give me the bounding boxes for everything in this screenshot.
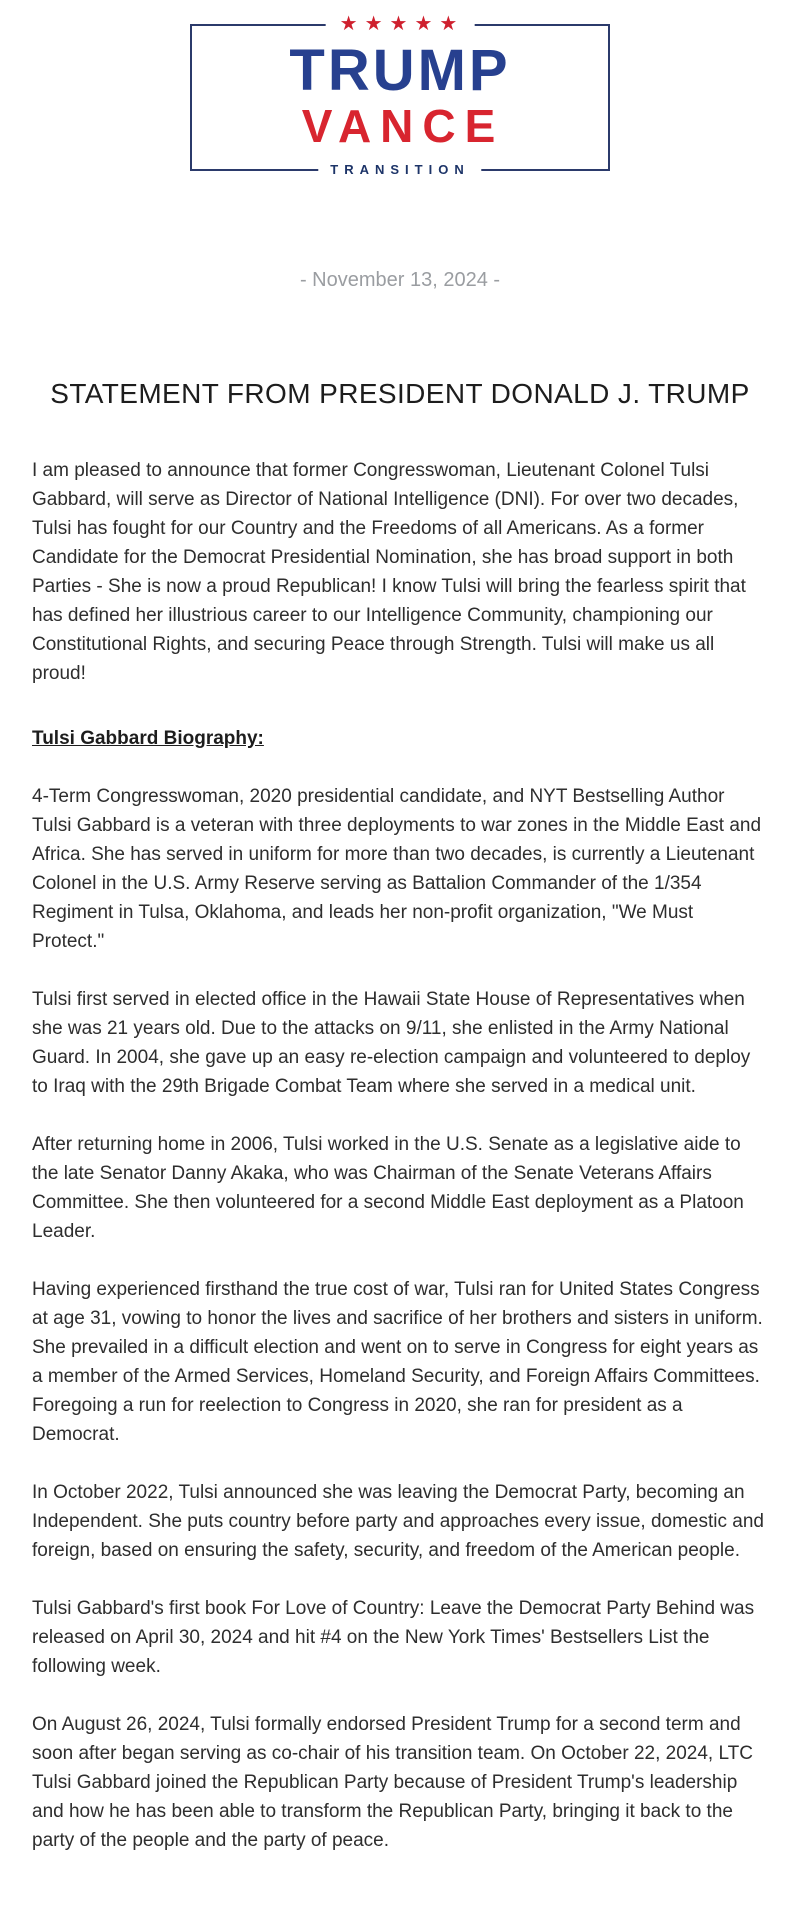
trump-vance-logo: [190, 13, 610, 177]
biography-heading: Tulsi Gabbard Biography:: [32, 728, 264, 749]
bio-paragraph: On August 26, 2024, Tulsi formally endorsed President Trump for a second term and soon after began serving as co-chair of his transition team. On October 22, 2024, LTC Tulsi Gabbard joined the Republican Party because of President Trump's leadership and how he has been able to transform the Republican Party, bringing it back to the party of the people and the party of peace.: [32, 1714, 753, 1851]
logo-vance-text: VANCE: [301, 100, 505, 152]
statement-paragraph: I am pleased to announce that former Congresswoman, Lieutenant Colonel Tulsi Gabbard, will serve as Director of National Intelligence (DNI). For over two decades, Tulsi has fought for our Country and the Freedoms of all Americans. As a former Candidate for the Democrat Presidential Nomination, she has broad support in both Parties - She is now a proud Republican! I know Tulsi will bring the fearless spirit that has defined her illustrious career to our Intelligence Community, championing our Constitutional Rights, and securing Peace through Strength. Tulsi will make us all proud!: [32, 460, 746, 684]
bio-paragraph: 4-Term Congresswoman, 2020 presidential candidate, and NYT Bestselling Author Tulsi Gabbard is a veteran with three deployments to war zones in the Middle East and Africa. She has served in uniform for more than two decades, is currently a Lieutenant Colonel in the U.S. Army Reserve serving as Battalion Commander of the 1/354 Regiment in Tulsa, Oklahoma, and leads her non-profit organization, "We Must Protect.": [32, 786, 762, 952]
bio-paragraph: After returning home in 2006, Tulsi worked in the U.S. Senate as a legislative aide to the late Senator Danny Akaka, who was Chairman of the Senate Veterans Affairs Committee. She then volunteered for a second Middle East deployment as a Platoon Leader.: [32, 1134, 744, 1242]
logo-trump-text: TRUMP: [289, 38, 511, 103]
statement-headline: STATEMENT FROM PRESIDENT DONALD J. TRUMP: [50, 378, 750, 409]
logo-transition-text: TRANSITION: [318, 160, 481, 179]
statement-body: [0, 410, 800, 1914]
bio-paragraph: In October 2022, Tulsi announced she was leaving the Democrat Party, becoming an Independent. She puts country before party and approaches every issue, domestic and foreign, based on ensuring the safety, security, and freedom of the American people.: [32, 1482, 764, 1561]
bio-paragraph: Having experienced firsthand the true cost of war, Tulsi ran for United States Congress at age 31, vowing to honor the lives and sacrifice of her brothers and sisters in uniform. She prevailed in a difficult election and went on to serve in Congress for eight years as a member of the Armed Services, Homeland Security, and Foreign Affairs Committees. Foregoing a run for reelection to Congress in 2020, she ran for president as a Democrat.: [32, 1279, 763, 1445]
date-line: - November 13, 2024 -: [299, 269, 501, 291]
five-stars-icon: ★★★★★: [326, 12, 475, 36]
bio-paragraph: Tulsi Gabbard's first book For Love of Country: Leave the Democrat Party Behind was released on April 30, 2024 and hit #4 on the New York Times' Bestsellers List the following week.: [32, 1598, 755, 1677]
logo-header: [0, 0, 800, 177]
bio-paragraph: Tulsi first served in elected office in the Hawaii State House of Representatives when she was 21 years old. Due to the attacks on 9/11, she enlisted in the Army National Guard. In 2004, she gave up an easy re-election campaign and volunteered to deploy to Iraq with the 29th Brigade Combat Team where she served in a medical unit.: [32, 989, 751, 1097]
